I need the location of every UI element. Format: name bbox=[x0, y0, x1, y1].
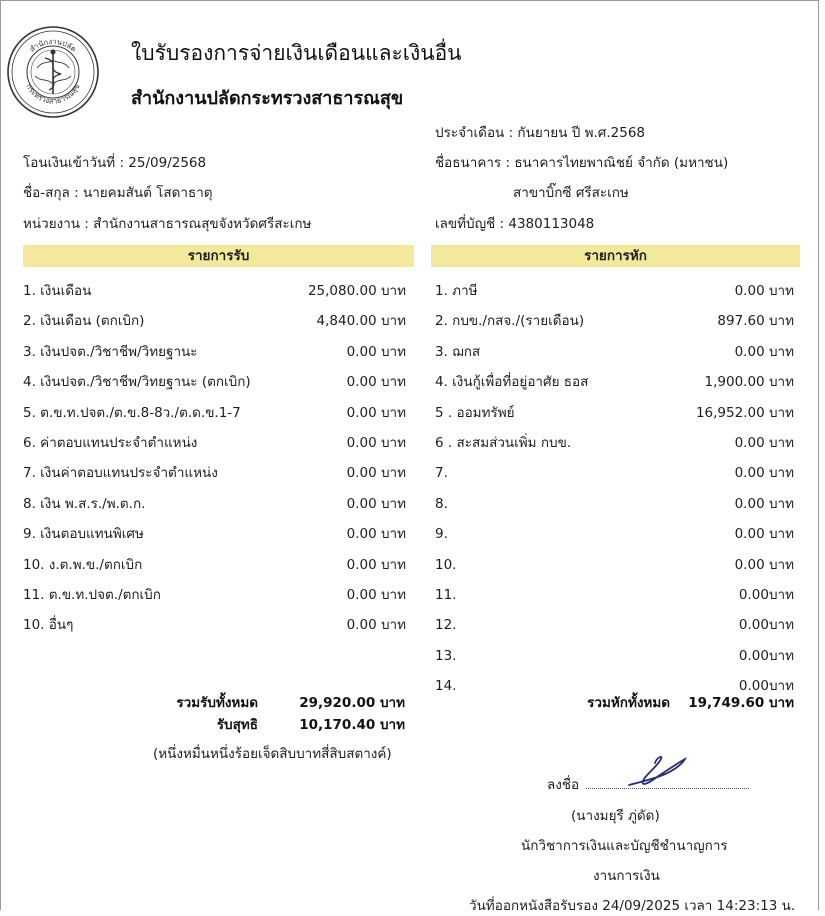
list-item bbox=[23, 462, 406, 484]
item-amount: 0.00บาท bbox=[738, 647, 794, 664]
item-amount: 0.00 บาท bbox=[346, 374, 406, 391]
sign-label: ลงชื่อ bbox=[547, 777, 580, 793]
item-label: 13. bbox=[435, 647, 457, 664]
employee-name: ชื่อ-สกุล : นายคมสันต์ โสดาธาตุ bbox=[23, 185, 213, 201]
list-item bbox=[23, 402, 406, 424]
item-label: 1. ภาษี bbox=[435, 283, 478, 299]
item-amount: 0.00 บาท bbox=[346, 617, 406, 634]
list-item bbox=[23, 554, 406, 576]
item-amount: 0.00บาท bbox=[738, 587, 794, 603]
income-total-value: 29,920.00 บาท bbox=[299, 695, 405, 711]
signer-position: นักวิชาการเงินและบัญชีชำนาญการ bbox=[521, 838, 728, 854]
item-amount: 0.00 บาท bbox=[734, 343, 794, 360]
list-item bbox=[23, 432, 406, 454]
item-label: 11. ต.ข.ท.ปจต./ตกเบิก bbox=[23, 587, 161, 603]
income-header: รายการรับ bbox=[23, 245, 414, 267]
item-label: 10. อื่นๆ bbox=[23, 617, 74, 634]
item-amount: 0.00บาท bbox=[738, 678, 794, 695]
item-amount: 0.00 บาท bbox=[734, 526, 794, 543]
list-item bbox=[23, 341, 406, 363]
list-item bbox=[435, 493, 794, 515]
list-item bbox=[23, 310, 406, 332]
deductions-header: รายการหัก bbox=[431, 245, 800, 267]
item-amount: 0.00 บาท bbox=[346, 343, 406, 360]
item-amount: 4,840.00 บาท bbox=[316, 313, 406, 330]
item-label: 6. ค่าตอบแทนประจำตำแหน่ง bbox=[23, 435, 198, 451]
item-label: 6 . สะสมส่วนเพิ่ม กบข. bbox=[435, 435, 572, 451]
list-item bbox=[435, 614, 794, 636]
item-amount: 0.00 บาท bbox=[346, 587, 406, 603]
svg-text:สำนักงานปลัด: สำนักงานปลัด bbox=[28, 36, 79, 54]
item-amount: 25,080.00 บาท bbox=[307, 283, 406, 299]
item-label: 4. เงินปจต./วิชาชีพ/วิทยฐานะ (ตกเบิก) bbox=[23, 374, 251, 391]
bank-branch: สาขาบิ๊กซี ศรีสะเกษ bbox=[513, 185, 629, 201]
item-amount: 0.00 บาท bbox=[346, 465, 406, 482]
item-amount: 0.00 บาท bbox=[346, 435, 406, 451]
signer-name: (นางมยุรี ภู่ดัด) bbox=[571, 808, 660, 824]
item-label: 8. เงิน พ.ส.ร./พ.ต.ก. bbox=[23, 495, 146, 512]
list-item bbox=[23, 280, 406, 302]
item-amount: 1,900.00 บาท bbox=[704, 374, 794, 391]
item-amount: 0.00 บาท bbox=[346, 404, 406, 421]
income-total-label: รวมรับทั้งหมด bbox=[176, 695, 258, 711]
item-label: 4. เงินกู้เพื่อที่อยู่อาศัย ธอส bbox=[435, 374, 589, 391]
list-item bbox=[435, 402, 794, 424]
list-item bbox=[435, 280, 794, 302]
pay-month: ประจำเดือน : กันยายน ปี พ.ศ.2568 bbox=[435, 125, 646, 141]
list-item bbox=[23, 523, 406, 545]
issue-timestamp: วันที่ออกหนังสือรับรอง 24/09/2025 เวลา 14:23:13 น. bbox=[469, 898, 796, 914]
net-income-value: 10,170.40 บาท bbox=[299, 717, 405, 733]
item-label: 8. bbox=[435, 495, 448, 512]
item-label: 7. bbox=[435, 465, 448, 482]
item-amount: 0.00 บาท bbox=[734, 556, 794, 573]
item-label: 3. เงินปจต./วิชาชีพ/วิทยฐานะ bbox=[23, 343, 198, 360]
deduction-total-label: รวมหักทั้งหมด bbox=[587, 695, 670, 711]
item-label: 14. bbox=[435, 678, 457, 695]
list-item bbox=[23, 371, 406, 393]
item-amount: 0.00 บาท bbox=[346, 495, 406, 512]
item-amount: 0.00 บาท bbox=[734, 435, 794, 451]
list-item bbox=[435, 432, 794, 454]
list-item bbox=[435, 310, 794, 332]
deduction-total-value: 19,749.60 บาท bbox=[688, 695, 794, 711]
item-label: 10. bbox=[435, 556, 457, 573]
transfer-date: โอนเงินเข้าวันที่ : 25/09/2568 bbox=[23, 155, 207, 171]
list-item bbox=[435, 523, 794, 545]
item-label: 5. ต.ข.ท.ปจต./ต.ข.8-8ว./ต.ด.ข.1-7 bbox=[23, 404, 241, 421]
item-label: 12. bbox=[435, 617, 457, 634]
list-item bbox=[435, 371, 794, 393]
item-label: 1. เงินเดือน bbox=[23, 283, 92, 299]
item-label: 2. เงินเดือน (ตกเบิก) bbox=[23, 313, 145, 330]
list-item bbox=[435, 554, 794, 576]
bank-name: ชื่อธนาคาร : ธนาคารไทยพาณิชย์ จำกัด (มหาชน) bbox=[435, 155, 729, 171]
item-amount: 0.00 บาท bbox=[346, 556, 406, 573]
list-item bbox=[23, 493, 406, 515]
item-label: 9. เงินตอบแทนพิเศษ bbox=[23, 526, 144, 543]
document-title: ใบรับรองการจ่ายเงินเดือนและเงินอื่น bbox=[131, 41, 462, 65]
list-item bbox=[435, 645, 794, 667]
svg-text:กระทรวงสาธารณสุข: กระทรวงสาธารณสุข bbox=[24, 82, 82, 106]
item-label: 10. ง.ต.พ.ข./ตกเบิก bbox=[23, 556, 143, 573]
item-amount: 0.00 บาท bbox=[346, 526, 406, 543]
list-item bbox=[23, 614, 406, 636]
item-label: 11. bbox=[435, 587, 457, 603]
signer-unit: งานการเงิน bbox=[593, 868, 660, 884]
net-income-label: รับสุทธิ bbox=[216, 717, 258, 733]
account-number: เลขที่บัญชี : 4380113048 bbox=[435, 216, 595, 232]
department: หน่วยงาน : สำนักงานสาธารณสุขจังหวัดศรีสะเกษ bbox=[23, 216, 312, 232]
item-label: 3. ฌกส bbox=[435, 343, 481, 360]
item-amount: 0.00บาท bbox=[738, 617, 794, 634]
item-amount: 0.00 บาท bbox=[734, 465, 794, 482]
list-item bbox=[435, 584, 794, 606]
list-item bbox=[435, 462, 794, 484]
item-amount: 0.00 บาท bbox=[734, 495, 794, 512]
item-label: 9. bbox=[435, 526, 448, 543]
item-label: 5 . ออมทรัพย์ bbox=[435, 404, 515, 421]
net-income-words: (หนึ่งหมื่นหนึ่งร้อยเจ็ดสิบบาทสี่สิบสตางค์) bbox=[153, 746, 392, 762]
item-amount: 0.00 บาท bbox=[734, 283, 794, 299]
list-item bbox=[23, 584, 406, 606]
handwritten-signature bbox=[623, 753, 689, 793]
item-amount: 897.60 บาท bbox=[717, 313, 794, 330]
item-amount: 16,952.00 บาท bbox=[695, 404, 794, 421]
list-item bbox=[435, 341, 794, 363]
item-label: 7. เงินค่าตอบแทนประจำตำแหน่ง bbox=[23, 465, 218, 482]
document-subtitle: สำนักงานปลัดกระทรวงสาธารณสุข bbox=[131, 88, 404, 109]
item-label: 2. กบข./กสจ./(รายเดือน) bbox=[435, 313, 585, 330]
ministry-seal-logo bbox=[5, 24, 101, 120]
